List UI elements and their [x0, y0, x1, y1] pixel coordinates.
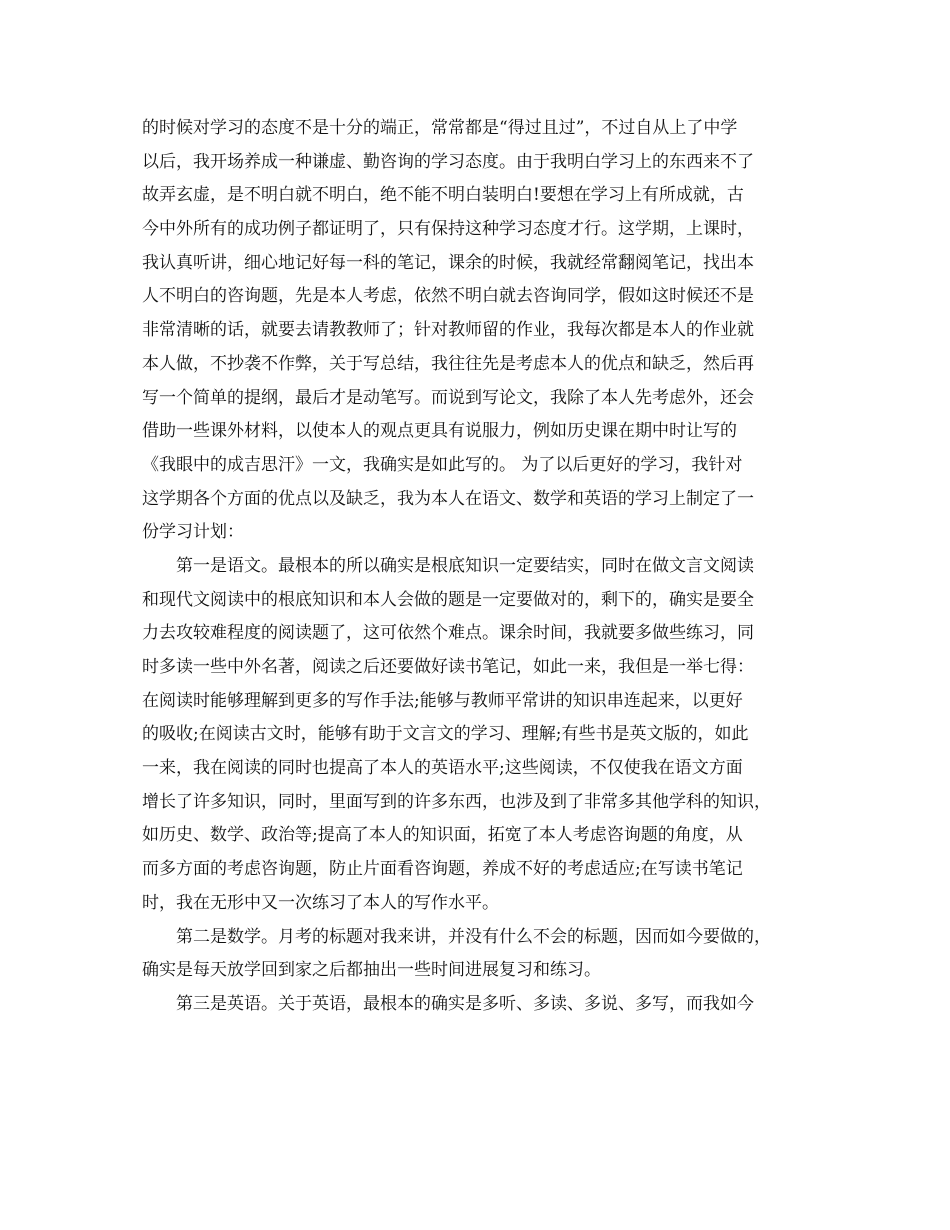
text-line: 本人做，不抄袭不作弊，关于写总结，我往往先是考虑本人的优点和缺乏，然后再 [142, 353, 754, 374]
text-line: 这学期各个方面的优点以及缺乏，我为本人在语文、数学和英语的学习上制定了一 [142, 488, 754, 509]
text-line: 人不明白的咨询题，先是本人考虑，依然不明白就去咨询同学，假如这时候还不是 [142, 286, 754, 307]
text-line: 写一个简单的提纲，最后才是动笔写。而说到写论文，我除了本人先考虑外，还会 [142, 387, 754, 408]
text-line: 在阅读时能够理解到更多的写作手法;能够与教师平常讲的知识串连起来，以更好 [142, 690, 743, 711]
text-line: 第三是英语。关于英语，最根本的确实是多听、多读、多说、多写，而我如今 [176, 993, 754, 1014]
text-line: 的时候对学习的态度不是十分的端正，常常都是“得过且过”，不过自从上了中学 [142, 118, 738, 138]
text-line: 时，我在无形中又一次练习了本人的写作水平。 [142, 892, 499, 913]
text-line: 如历史、数学、政治等;提高了本人的知识面，拓宽了本人考虑咨询题的角度，从 [142, 825, 743, 846]
text-line: 和现代文阅读中的根底知识和本人会做的题是一定要做对的，剩下的，确实是要全 [142, 589, 754, 610]
text-line: 故弄玄虚，是不明白就不明白，绝不能不明白装明白!要想在学习上有所成就，古 [142, 185, 744, 206]
text-line: 而多方面的考虑咨询题，防止片面看咨询题，养成不好的考虑适应;在写读书笔记 [142, 859, 743, 880]
text-line: 份学习计划： [142, 522, 244, 543]
text-line: 今中外所有的成功例子都证明了，只有保持这种学习态度才行。这学期，上课时， [142, 219, 754, 240]
text-line: 《我眼中的成吉思汗》一文，我确实是如此写的。 为了以后更好的学习，我针对 [142, 454, 743, 475]
text-line: 时多读一些中外名著，阅读之后还要做好读书笔记，如此一来，我但是一举七得： [142, 657, 754, 677]
text-line: 确实是每天放学回到家之后都抽出一些时间进展复习和练习。 [142, 960, 601, 981]
text-line: 非常清晰的话，就要去请教教师了；针对教师留的作业，我每次都是本人的作业就 [142, 320, 754, 341]
text-line: 的吸收;在阅读古文时，能够有助于文言文的学习、理解;有些书是英文版的，如此 [142, 724, 749, 745]
text-line: 力去攻较难程度的阅读题了，这可依然个难点。课余时间，我就要多做些练习，同 [142, 623, 754, 644]
document-body [142, 112, 832, 1022]
text-line: 一来，我在阅读的同时也提高了本人的英语水平;这些阅读，不仅使我在语文方面 [142, 758, 743, 779]
text-line: 以后，我开场养成一种谦虚、勤咨询的学习态度。由于我明白学习上的东西来不了 [142, 151, 754, 172]
text-line: 第一是语文。最根本的所以确实是根底知识一定要结实，同时在做文言文阅读 [176, 555, 754, 576]
text-line: 增长了许多知识，同时，里面写到的许多东西，也涉及到了非常多其他学科的知识， [142, 791, 771, 812]
text-line: 我认真听讲，细心地记好每一科的笔记，课余的时候，我就经常翻阅笔记，找出本 [142, 252, 754, 273]
text-line: 借助一些课外材料，以使本人的观点更具有说服力，例如历史课在期中时让写的 [142, 421, 737, 442]
text-line: 第二是数学。月考的标题对我来讲，并没有什么不会的标题，因而如今要做的， [176, 926, 771, 947]
